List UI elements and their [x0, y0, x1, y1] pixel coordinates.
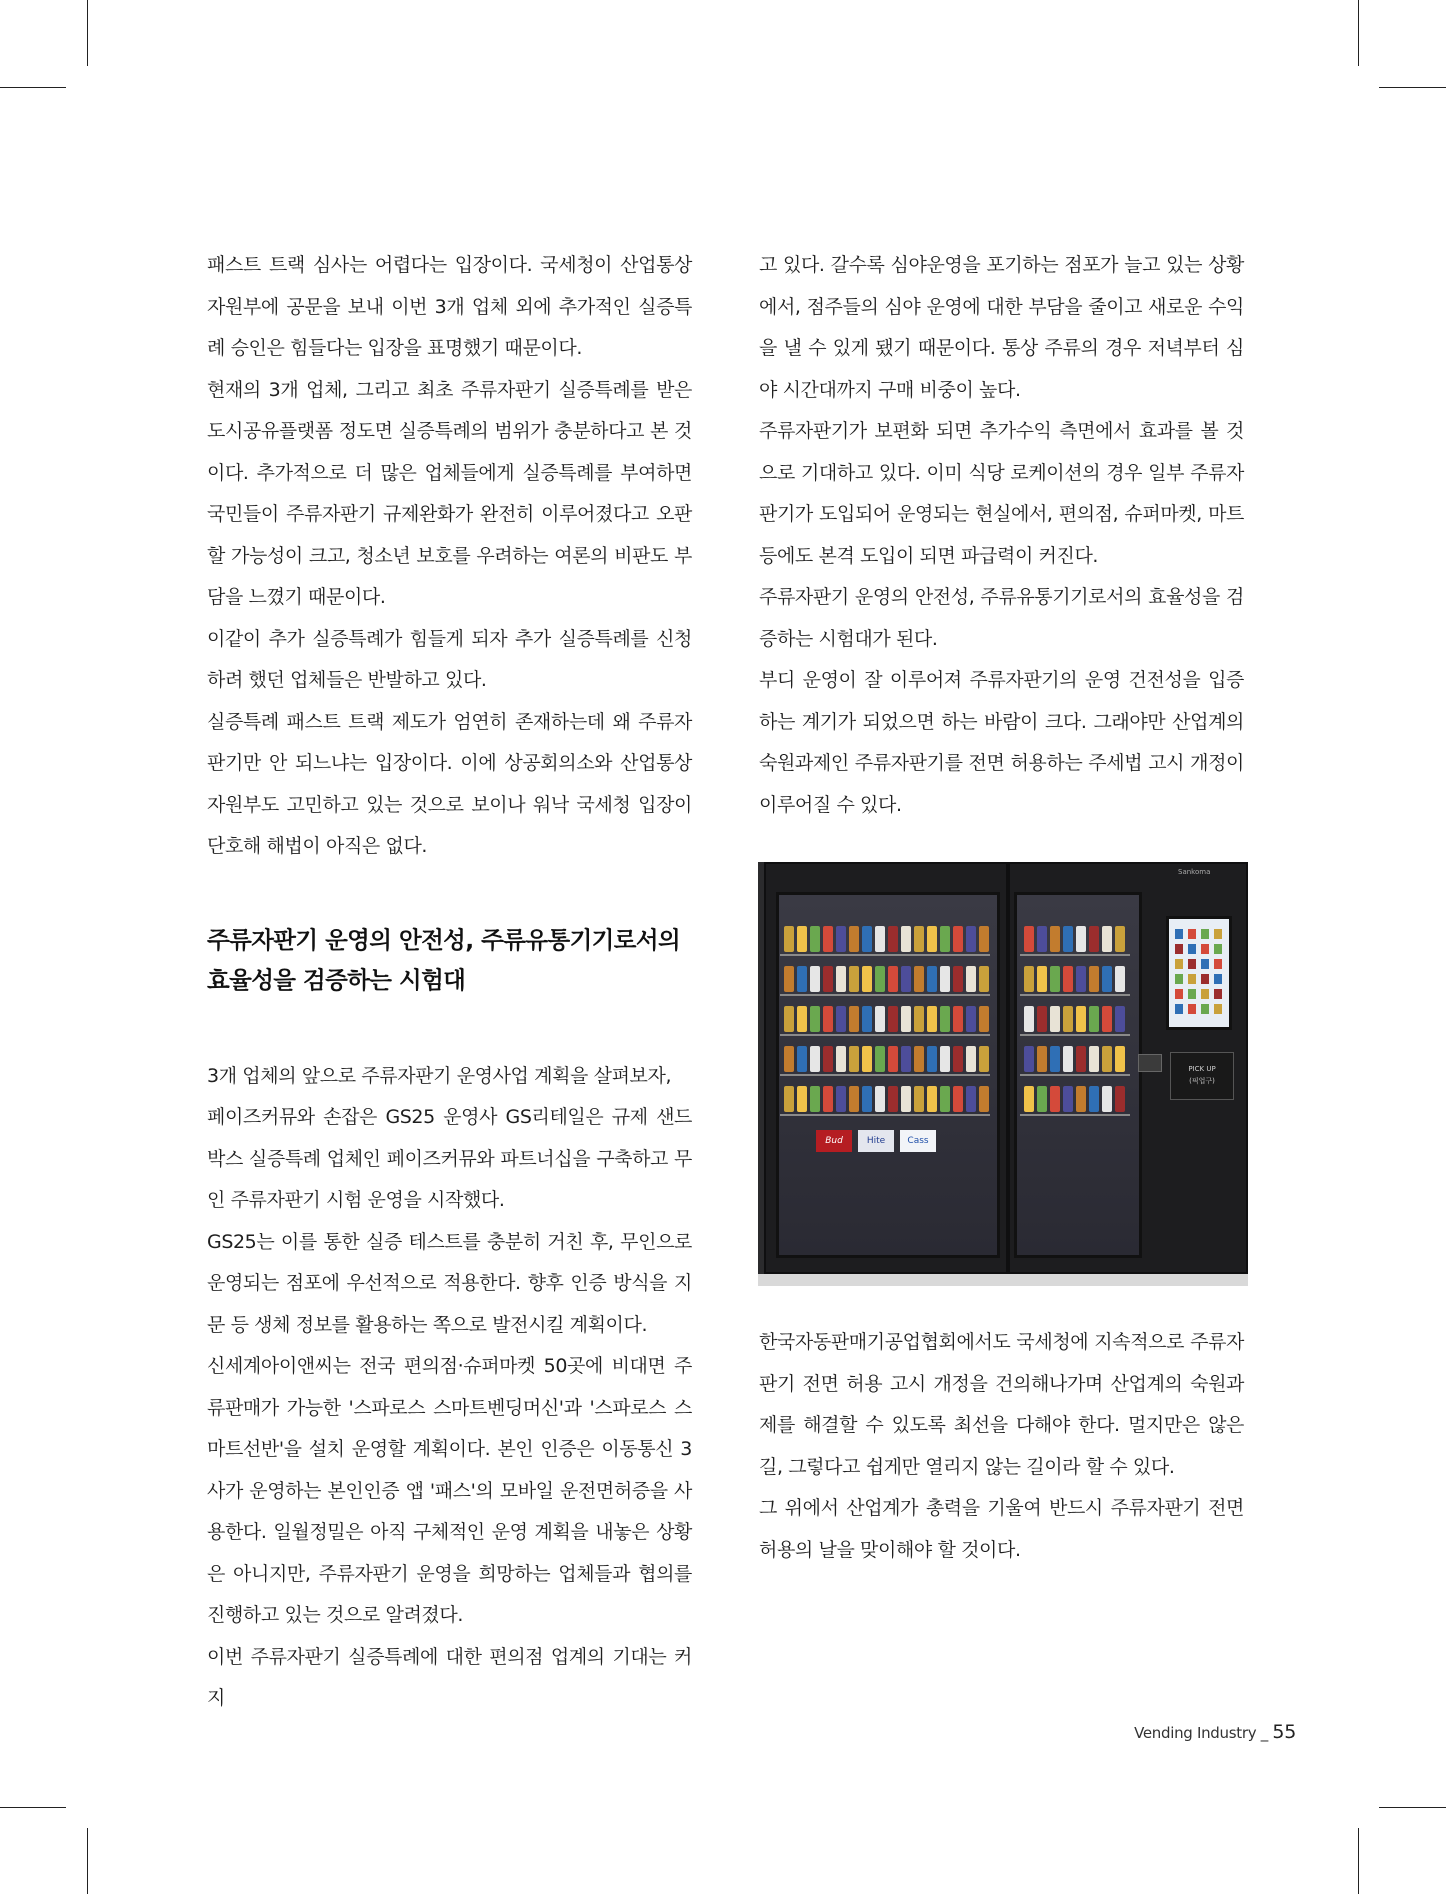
left-paragraph-6: 페이즈커뮤와 손잡은 GS25 운영사 GS리테일은 규제 샌드박스 실증특례 업체인 페이즈커뮤와 파트너십을 구축하고 무인 주류자판기 시험 운영을 시작했다.: [207, 1106, 692, 1211]
beverage-can: [875, 1086, 885, 1112]
screen-product-tile: [1214, 929, 1222, 939]
screen-product-tile: [1175, 959, 1183, 969]
screen-product-tile: [1188, 929, 1196, 939]
beverage-can: [1037, 1086, 1047, 1112]
beverage-can: [1024, 1086, 1034, 1112]
beverage-can: [823, 1006, 833, 1032]
left-paragraph-4: 실증특례 패스트 트랙 제도가 엄연히 존재하는데 왜 주류자판기만 안 되느냐는 입장이다. 이에 상공회의소와 산업통상자원부도 고민하고 있는 것으로 보이나 워낙 국세청 입장이 단호해 해법이 아직은 없다.: [207, 710, 692, 857]
beverage-can: [1102, 1046, 1112, 1072]
beverage-can: [862, 1086, 872, 1112]
shelf: [780, 1034, 990, 1036]
beverage-can: [940, 966, 950, 992]
beverage-can: [953, 1006, 963, 1032]
page-footer: [1134, 1721, 1296, 1743]
beverage-can: [1102, 1006, 1112, 1032]
beverage-can: [927, 966, 937, 992]
beverage-can: [1115, 966, 1125, 992]
shelf: [1020, 994, 1130, 996]
left-paragraph-7: GS25는 이를 통한 실증 테스트를 충분히 거친 후, 무인으로 운영되는 점포에 우선적으로 적용한다. 향후 인증 방식을 지문 등 생체 정보를 활용하는 쪽으로 발전시킬 계획이다.: [207, 1230, 692, 1336]
beverage-can: [875, 1006, 885, 1032]
card-reader: [1138, 1054, 1162, 1072]
beverage-can: [1115, 926, 1125, 952]
beverage-can: [797, 1086, 807, 1112]
shelf: [780, 1074, 990, 1076]
screen-product-tile: [1188, 989, 1196, 999]
left-paragraph-3: 이같이 추가 실증특례가 힘들게 되자 추가 실증특례를 신청하려 했던 업체들은 반발하고 있다.: [207, 627, 692, 691]
left-paragraph-8: 신세계아이앤씨는 전국 편의점·슈퍼마켓 50곳에 비대면 주류판매가 가능한 '스파로스 스마트벤딩머신'과 '스파로스 스마트선반'을 설치 운영할 계획이다. 본인 인증은 이동통신 3사가 운영하는 본인인증 앱 '패스'의 모바일 운전면허증을 사용한다. 일월정밀은 아직 구체적인 운영 계획을 내놓은 상황은 아니지만, 주류자판기 운영을 희망하는 업체들과 협의를 진행하고 있는 것으로 알려졌다.: [207, 1355, 692, 1626]
beverage-can: [1063, 1046, 1073, 1072]
beverage-can: [875, 966, 885, 992]
crop-mark-top-right-horizontal: [1379, 87, 1446, 88]
beverage-can: [966, 1086, 976, 1112]
beverage-can: [1037, 1046, 1047, 1072]
beverage-can: [1102, 1086, 1112, 1112]
beverage-can: [1050, 1086, 1060, 1112]
beverage-can: [836, 1006, 846, 1032]
beverage-can: [862, 926, 872, 952]
vending-machine-photo: [758, 862, 1248, 1286]
beverage-can: [1050, 966, 1060, 992]
shelf: [780, 1114, 990, 1116]
beverage-can: [966, 1046, 976, 1072]
pickup-slot: [1170, 1052, 1234, 1100]
beverage-can: [823, 926, 833, 952]
beverage-can: [797, 1046, 807, 1072]
screen-product-tile: [1188, 959, 1196, 969]
screen-product-tile: [1175, 929, 1183, 939]
pickup-sublabel: (픽업구): [1189, 1077, 1215, 1085]
beverage-can: [810, 1006, 820, 1032]
shelf: [1020, 1114, 1130, 1116]
beverage-can: [940, 926, 950, 952]
magazine-name: Vending Industry _: [1134, 1724, 1268, 1742]
floor: [758, 1274, 1248, 1286]
beverage-can: [888, 1006, 898, 1032]
beverage-can: [1063, 1006, 1073, 1032]
screen-product-tile: [1175, 944, 1183, 954]
beverage-can: [979, 1006, 989, 1032]
beverage-can: [1076, 926, 1086, 952]
beverage-can: [862, 966, 872, 992]
beverage-can: [966, 966, 976, 992]
beverage-can: [1037, 926, 1047, 952]
shelf: [1020, 954, 1130, 956]
beverage-can: [784, 1046, 794, 1072]
shelf: [780, 954, 990, 956]
beverage-can: [901, 1006, 911, 1032]
screen-product-tile: [1201, 959, 1209, 969]
beverage-can: [914, 926, 924, 952]
beverage-can: [927, 1006, 937, 1032]
beverage-can: [940, 1006, 950, 1032]
beverage-can: [953, 966, 963, 992]
beverage-can: [836, 966, 846, 992]
beverage-can: [953, 1086, 963, 1112]
beverage-can: [1089, 1006, 1099, 1032]
beverage-can: [953, 1046, 963, 1072]
bottom-label-hite: Hite: [858, 1130, 894, 1152]
right-paragraph-5: 한국자동판매기공업협회에서도 국세청에 지속적으로 주류자판기 전면 허용 고시 개정을 건의해나가며 산업계의 숙원과제를 해결할 수 있도록 최선을 다해야 한다. 멀지만은 않은 길, 그렇다고 쉽게만 열리지 않는 길이라 할 수 있다.: [759, 1331, 1244, 1478]
beverage-can: [1076, 1086, 1086, 1112]
section-heading: 주류자판기 운영의 안전성, 주류유통기기로서의 효율성을 검증하는 시험대: [207, 925, 681, 994]
beverage-can: [901, 966, 911, 992]
beverage-can: [979, 1046, 989, 1072]
crop-mark-bottom-right-horizontal: [1379, 1807, 1446, 1808]
beverage-can: [810, 926, 820, 952]
beverage-can: [1089, 1086, 1099, 1112]
beverage-can: [966, 1006, 976, 1032]
beverage-can: [797, 926, 807, 952]
beverage-can: [836, 926, 846, 952]
left-paragraph-2: 현재의 3개 업체, 그리고 최초 주류자판기 실증특례를 받은 도시공유플랫폼 정도면 실증특례의 범위가 충분하다고 본 것이다. 추가적으로 더 많은 업체들에게 실증특례를 부여하면 국민들이 주류자판기 규제완화가 완전히 이루어졌다고 오판할 가능성이 크고, 청소년 보호를 우려하는 여론의 비판도 부담을 느꼈기 때문이다.: [207, 378, 692, 608]
beverage-can: [862, 1006, 872, 1032]
beverage-can: [875, 926, 885, 952]
right-paragraph-4: 부디 운영이 잘 이루어져 주류자판기의 운영 건전성을 입증하는 계기가 되었으면 하는 바람이 크다. 그래야만 산업계의 숙원과제인 주류자판기를 전면 허용하는 주세법 고시 개정이 이루어질 수 있다.: [759, 669, 1244, 816]
screen-product-tile: [1214, 989, 1222, 999]
beverage-can: [784, 926, 794, 952]
screen-product-tile: [1201, 929, 1209, 939]
right-paragraph-6: 그 위에서 산업계가 총력을 기울여 반드시 주류자판기 전면 허용의 날을 맞이해야 할 것이다.: [759, 1497, 1244, 1561]
beverage-can: [979, 1086, 989, 1112]
beverage-can: [810, 1046, 820, 1072]
beverage-can: [836, 1046, 846, 1072]
screen-product-tile: [1214, 944, 1222, 954]
beverage-can: [823, 1086, 833, 1112]
left-paragraph-5: 3개 업체의 앞으로 주류자판기 운영사업 계획을 살펴보자,: [207, 1064, 672, 1087]
beverage-can: [888, 926, 898, 952]
beverage-can: [888, 1086, 898, 1112]
beverage-can: [1024, 1046, 1034, 1072]
beverage-can: [1102, 966, 1112, 992]
beverage-can: [823, 966, 833, 992]
beverage-can: [953, 926, 963, 952]
beverage-can: [1089, 966, 1099, 992]
beverage-can: [914, 966, 924, 992]
screen-product-tile: [1201, 974, 1209, 984]
beverage-can: [784, 1006, 794, 1032]
beverage-can: [1050, 1006, 1060, 1032]
beverage-can: [914, 1046, 924, 1072]
bottom-label-cass: Cass: [900, 1130, 936, 1152]
shelf: [1020, 1034, 1130, 1036]
beverage-can: [1076, 1046, 1086, 1072]
beverage-can: [927, 1046, 937, 1072]
beverage-can: [784, 966, 794, 992]
screen-product-tile: [1201, 944, 1209, 954]
beverage-can: [901, 1046, 911, 1072]
screen-product-tile: [1201, 1004, 1209, 1014]
left-paragraph-9: 이번 주류자판기 실증특례에 대한 편의점 업계의 기대는 커지: [207, 1645, 692, 1709]
beverage-can: [927, 926, 937, 952]
beverage-can: [940, 1086, 950, 1112]
screen-product-tile: [1214, 974, 1222, 984]
beverage-can: [979, 966, 989, 992]
beverage-can: [797, 1006, 807, 1032]
beverage-can: [1089, 1046, 1099, 1072]
bottom-label-bud: Bud: [816, 1130, 852, 1152]
screen-product-tile: [1188, 1004, 1196, 1014]
right-column-top: [759, 245, 1244, 826]
beverage-can: [823, 1046, 833, 1072]
beverage-can: [966, 926, 976, 952]
beverage-can: [1115, 1006, 1125, 1032]
beverage-can: [1050, 1046, 1060, 1072]
screen-product-tile: [1214, 1004, 1222, 1014]
crop-mark-bottom-left-vertical: [87, 1828, 88, 1894]
screen-product-tile: [1175, 989, 1183, 999]
beverage-can: [810, 966, 820, 992]
right-column-bottom: [759, 1322, 1244, 1571]
beverage-can: [1024, 966, 1034, 992]
left-column: [207, 245, 692, 1720]
crop-mark-top-right-vertical: [1358, 0, 1359, 66]
left-paragraph-1: 패스트 트랙 심사는 어렵다는 입장이다. 국세청이 산업통상자원부에 공문을 보내 이번 3개 업체 외에 추가적인 실증특례 승인은 힘들다는 입장을 표명했기 때문이다.: [207, 254, 692, 359]
beverage-can: [836, 1086, 846, 1112]
beverage-can: [810, 1086, 820, 1112]
beverage-can: [914, 1086, 924, 1112]
beverage-can: [1050, 926, 1060, 952]
beverage-can: [849, 966, 859, 992]
beverage-can: [940, 1046, 950, 1072]
screen-product-tile: [1214, 959, 1222, 969]
beverage-can: [1089, 926, 1099, 952]
shelf: [1020, 1074, 1130, 1076]
beverage-can: [1037, 966, 1047, 992]
screen-product-tile: [1188, 944, 1196, 954]
shelf: [780, 994, 990, 996]
beverage-can: [862, 1046, 872, 1072]
beverage-can: [1102, 926, 1112, 952]
crop-mark-top-left-vertical: [87, 0, 88, 66]
touch-screen: [1166, 916, 1232, 1030]
beverage-can: [979, 926, 989, 952]
beverage-can: [914, 1006, 924, 1032]
beverage-can: [1076, 966, 1086, 992]
beverage-can: [888, 1046, 898, 1072]
page-number: 55: [1272, 1721, 1296, 1743]
beverage-can: [797, 966, 807, 992]
beverage-can: [1076, 1006, 1086, 1032]
crop-mark-top-left-horizontal: [0, 87, 66, 88]
beverage-can: [1063, 1086, 1073, 1112]
right-paragraph-3: 주류자판기 운영의 안전성, 주류유통기기로서의 효율성을 검증하는 시험대가 된다.: [759, 586, 1244, 650]
screen-product-tile: [1175, 1004, 1183, 1014]
beverage-can: [1063, 926, 1073, 952]
beverage-can: [849, 1046, 859, 1072]
right-paragraph-2: 주류자판기가 보편화 되면 추가수익 측면에서 효과를 볼 것으로 기대하고 있다. 이미 식당 로케이션의 경우 일부 주류자판기가 도입되어 운영되는 현실에서, 편의점, 슈퍼마켓, 마트 등에도 본격 도입이 되면 파급력이 커진다.: [759, 420, 1244, 567]
pickup-label: PICK UP: [1188, 1065, 1216, 1073]
beverage-can: [888, 966, 898, 992]
beverage-can: [1115, 1086, 1125, 1112]
beverage-can: [1024, 1006, 1034, 1032]
screen-product-tile: [1188, 974, 1196, 984]
beverage-can: [1024, 926, 1034, 952]
screen-product-tile: [1201, 989, 1209, 999]
beverage-can: [1063, 966, 1073, 992]
beverage-can: [875, 1046, 885, 1072]
brand-logo: Sankoma: [1178, 868, 1211, 876]
crop-mark-bottom-right-vertical: [1358, 1828, 1359, 1894]
beverage-can: [849, 1086, 859, 1112]
beverage-can: [849, 1006, 859, 1032]
beverage-can: [1115, 1046, 1125, 1072]
beverage-can: [901, 926, 911, 952]
right-paragraph-1: 고 있다. 갈수록 심야운영을 포기하는 점포가 늘고 있는 상황에서, 점주들의 심야 운영에 대한 부담을 줄이고 새로운 수익을 낼 수 있게 됐기 때문이다. 통상 주류의 경우 저녁부터 심야 시간대까지 구매 비중이 높다.: [759, 254, 1244, 401]
screen-product-tile: [1175, 974, 1183, 984]
beverage-can: [1037, 1006, 1047, 1032]
beverage-can: [849, 926, 859, 952]
beverage-can: [901, 1086, 911, 1112]
beverage-can: [784, 1086, 794, 1112]
crop-mark-bottom-left-horizontal: [0, 1807, 66, 1808]
beverage-can: [927, 1086, 937, 1112]
